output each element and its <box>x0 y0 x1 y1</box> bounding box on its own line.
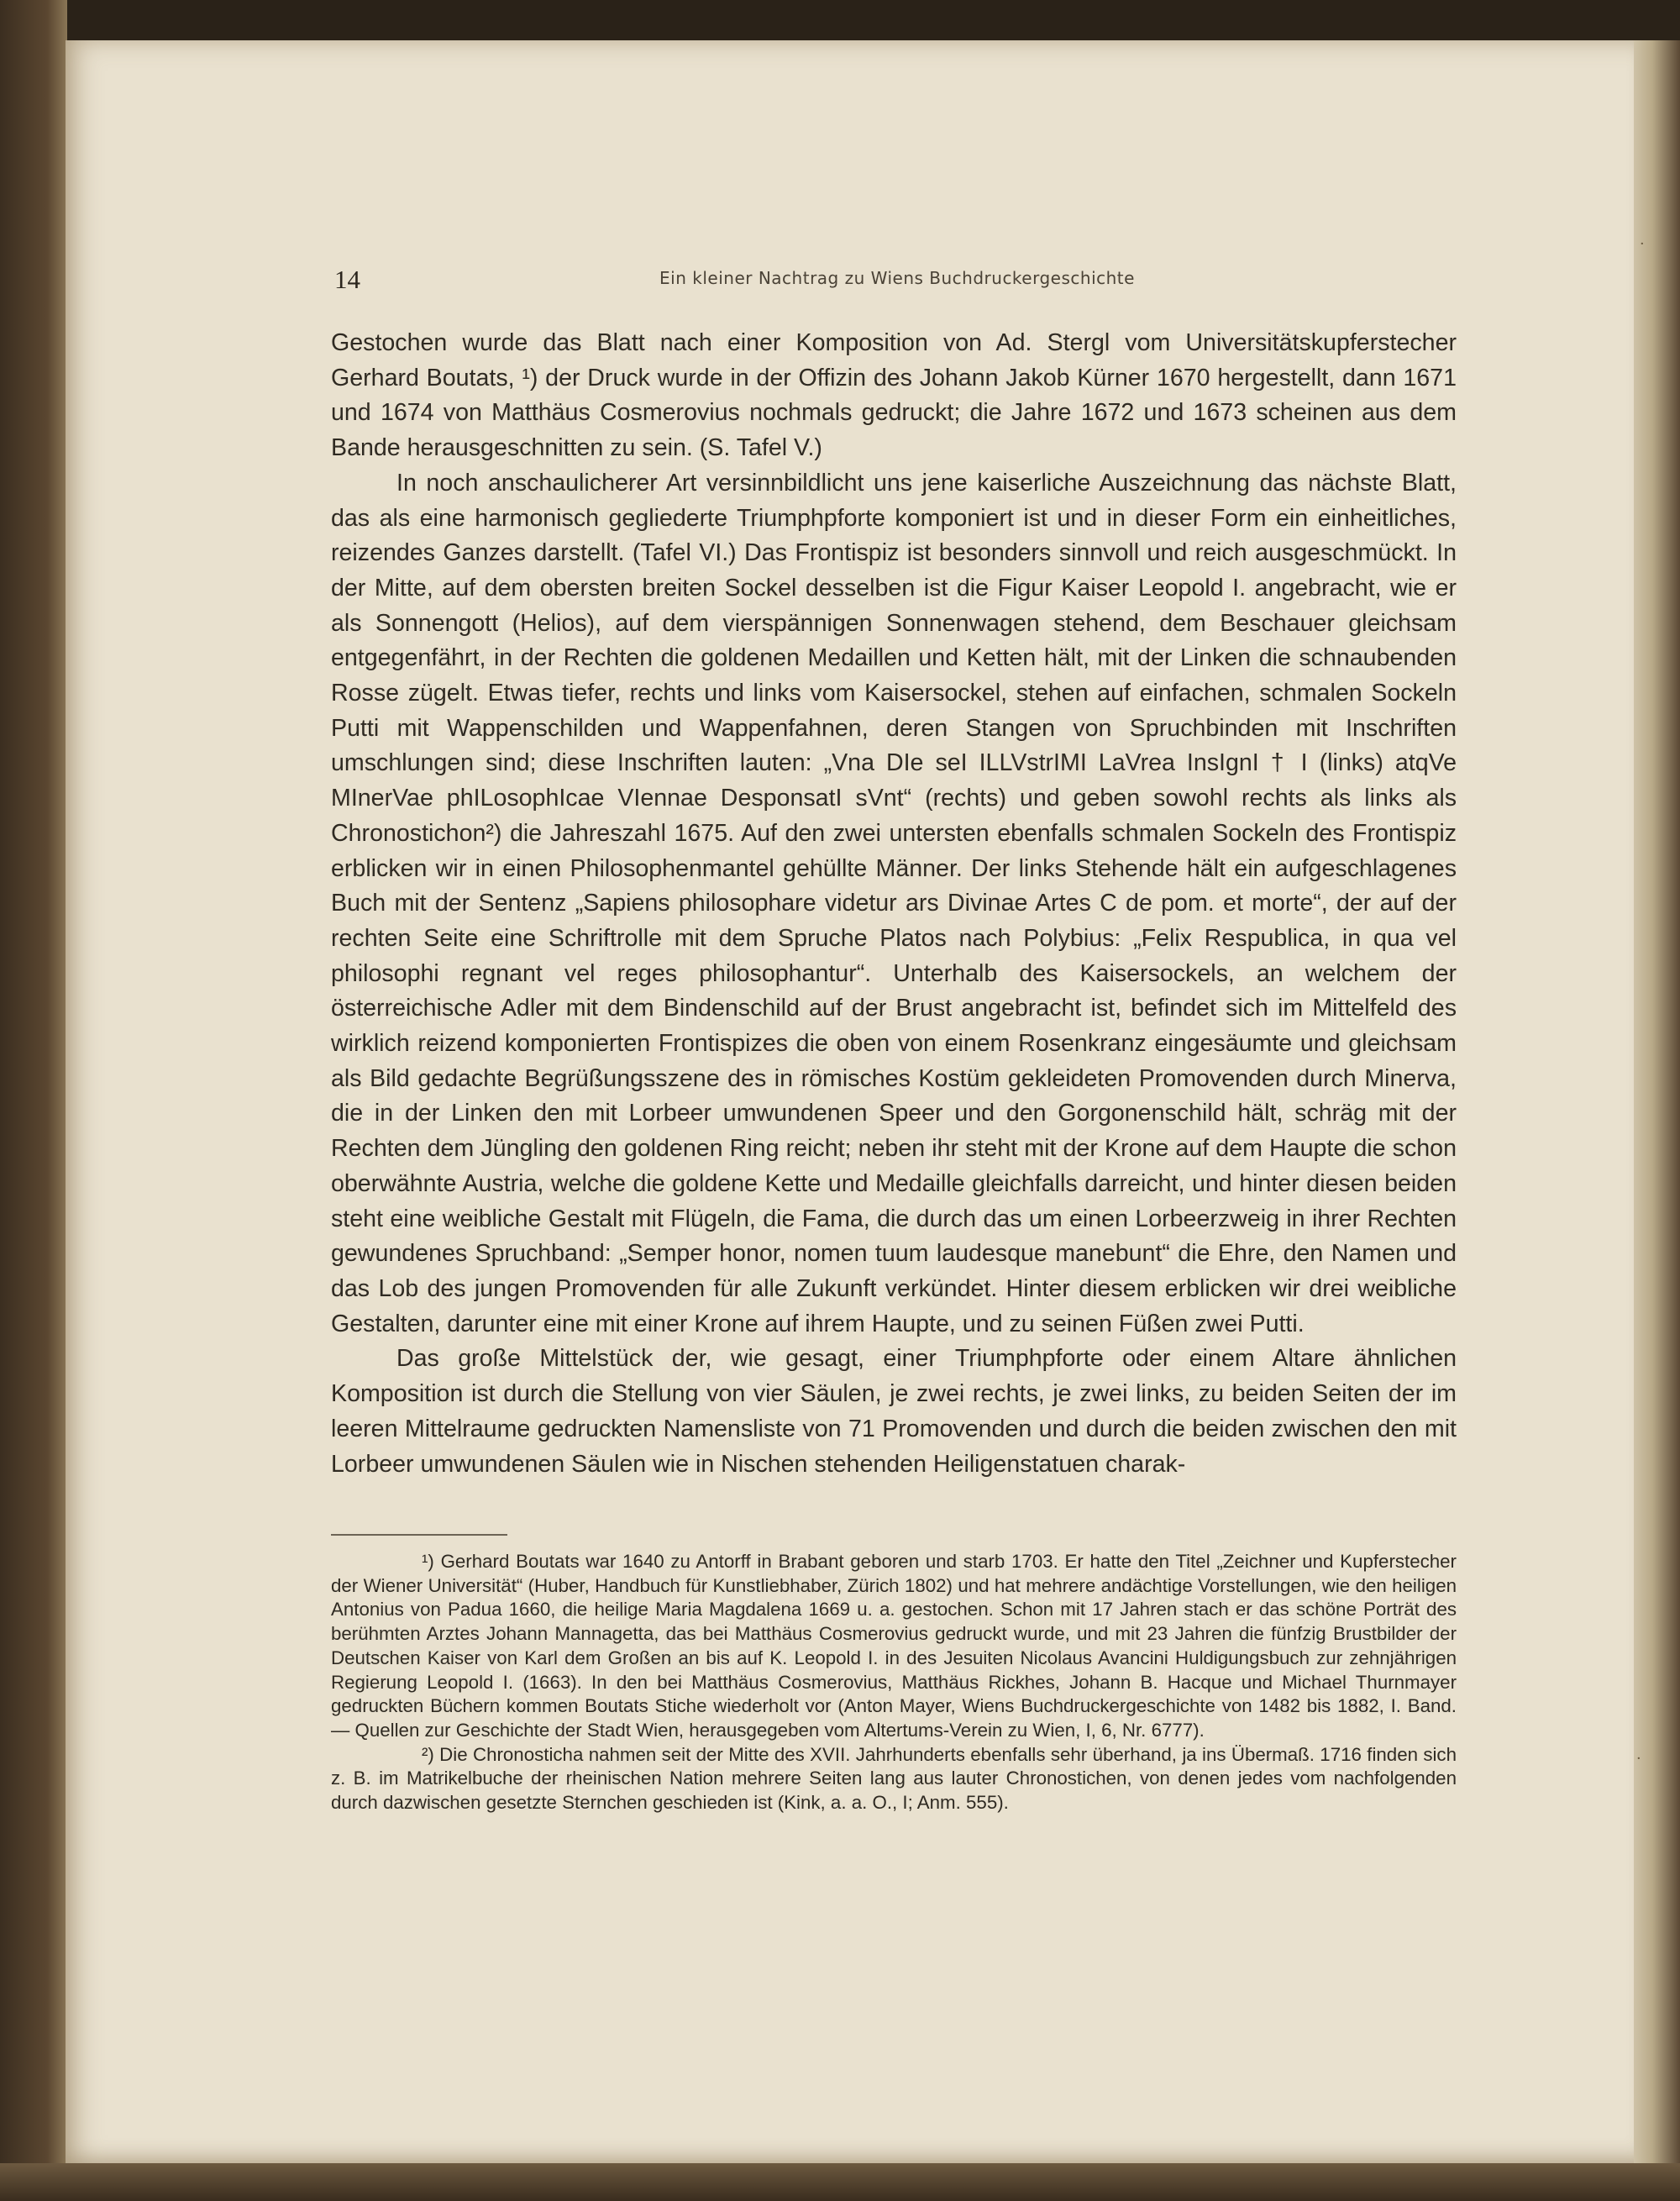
page-stack-edge <box>1634 40 1680 2166</box>
running-title: Ein kleiner Nachtrag zu Wiens Buchdruckergeschichte <box>659 268 1135 288</box>
body-text <box>331 326 1457 1482</box>
footnote: ²) Die Chronosticha nahmen seit der Mitte des XVII. Jahrhunderts ebenfalls sehr überhand, ja ins Übermaß. 1716 finden sich z. B. im Matrikelbuche der rheinischen Nation mehrere Seiten lang aus lauter Chronostichen, von denen jedes vom nachfolgenden durch dazwischen gesetzte Sternchen geschieden ist (Kink, a. a. O., I; Anm. 555). <box>331 1743 1457 1814</box>
scan-background-bottom <box>0 2163 1680 2201</box>
running-head <box>334 265 1460 298</box>
paragraph: Gestochen wurde das Blatt nach einer Komposition von Ad. Stergl vom Universitätskupferstecher Gerhard Boutats, ¹) der Druck wurde in der Offizin des Johann Jakob Kürner 1670 hergestellt, dann 1671 und 1674 von Matthäus Cosmerovius nochmals gedruckt; die Jahre 1672 und 1673 scheinen aus dem Bande herausgeschnitten zu sein. (S. Tafel V.) <box>331 329 1457 462</box>
paragraph: In noch anschaulicherer Art versinnbildlicht uns jene kaiserliche Auszeichnung das nächste Blatt, das als eine harmonisch gegliederte Triumphpforte komponiert ist und in dieser Form ein einheitliches, reizendes Ganzes darstellt. (Tafel VI.) Das Frontispiz ist besonders sinnvoll und reich ausgeschmückt. In der Mitte, auf dem obersten breiten Sockel desselben ist die Figur Kaiser Leopold I. angebracht, wie er als Sonnengott (Helios), auf dem vierspännigen Sonnenwagen stehend, dem Beschauer gleichsam entgegenfährt, in der Rechten die goldenen Medaillen und Ketten hält, mit der Linken die schnaubenden Rosse zügelt. Etwas tiefer, rechts und links vom Kaisersockel, stehen auf einfachen, schmalen Sockeln Putti mit Wappenschilden und Wappenfahnen, deren Stangen von Spruchbinden mit Inschriften umschlungen sind; diese Inschriften lauten: „Vna DIe seI ILLVstrIMI LaVrea InsIgnI † I (links) atqVe MInerVae phILosophIcae VIennae DesponsatI sVnt“ (rechts) und geben sowohl rechts als links als Chronostichon²) die Jahreszahl 1675. Auf den zwei untersten ebenfalls schmalen Sockeln des Frontispiz erblicken wir in einen Philosophenmantel gehüllte Männer. Der links Stehende hält ein aufgeschlagenes Buch mit der Sentenz „Sapiens philosophare videtur ars Divinae Artes C de pom. et morte“, der auf der rechten Seite eine Schriftrolle mit dem Spruche Platos nach Polybius: „Felix Respublica, in qua vel philosophi regnant vel reges philosophantur“. Unterhalb des Kaisersockels, an welchem der österreichische Adler mit dem Bindenschild auf der Brust angebracht ist, befindet sich im Mittelfeld des wirklich reizend komponierten Frontispizes die oben von einem Rosenkranz eingesäumte und gleichsam als Bild gedachte Begrüßungsszene des in römisches Kostüm gekleideten Promovenden durch Minerva, die in der Linken den mit Lorbeer umwundenen Speer und den Gorgonenschild hält, schräg mit der Rechten dem Jüngling den goldenen Ring reicht; neben ihr steht mit der Krone auf dem Haupte die schon oberwähnte Austria, welche die goldene Kette und Medaille gleichfalls darreicht, und hinter diesen beiden steht eine weibliche Gestalt mit Flügeln, die Fama, die durch das um einen Lorbeerzweig in ihrer Rechten gewundenes Spruchband: „Semper honor, nomen tuum laudesque manebunt“ die Ehre, den Namen und das Lob des jungen Promovenden für alle Zukunft verkündet. Hinter diesem erblicken wir drei weibliche Gestalten, darunter eine mit einer Krone auf ihrem Haupte, und zu seinen Füßen zwei Putti. <box>331 469 1457 1337</box>
footnote: ¹) Gerhard Boutats war 1640 zu Antorff in Brabant geboren und starb 1703. Er hatte den Titel „Zeichner und Kupferstecher der Wiener Universität“ (Huber, Handbuch für Kunstliebhaber, Zürich 1802) und hat mehrere andächtige Vorstellungen, wie den heiligen Antonius von Padua 1660, die heilige Maria Magdalena 1669 u. a. gestochen. Schon mit 17 Jahren stach er das schöne Porträt des berühmten Arztes Johann Mannagetta, das bei Matthäus Cosmerovius gedruckt wurde, und mit 23 Jahren die fünfzig Brustbilder der Deutschen Kaiser von Karl dem Großen an bis auf K. Leopold I. in des Jesuiten Nicolaus Avancini Huldigungsbuch zur zehnjährigen Regierung Leopold I. (1663). In den bei Matthäus Cosmerovius, Matthäus Rickhes, Johann B. Hacque und Michael Thurnmayer gedruckten Büchern kommen Boutats Stiche wiederholt vor (Anton Mayer, Wiens Buchdruckergeschichte von 1482 bis 1882, I. Band. — Quellen zur Geschichte der Stadt Wien, herausgegeben vom Altertums-Verein zu Wien, I, 6, Nr. 6777). <box>331 1551 1457 1741</box>
margin-mark: · <box>1640 235 1645 253</box>
page-number: 14 <box>334 265 360 294</box>
scan-background-left <box>0 0 67 2201</box>
paragraph: Das große Mittelstück der, wie gesagt, einer Triumphpforte oder einem Altare ähnlichen Komposition ist durch die Stellung von vier Säulen, je zwei rechts, je zwei links, zu beiden Seiten der im leeren Mittelraume gedruckten Namensliste von 71 Promovenden und durch die beiden zwischen den mit Lorbeer umwundenen Säulen wie in Nischen stehenden Heiligenstatuen charak- <box>331 1345 1457 1478</box>
margin-mark: · <box>1636 1750 1641 1768</box>
footnote-rule <box>331 1534 507 1536</box>
footnotes <box>331 1550 1457 1815</box>
